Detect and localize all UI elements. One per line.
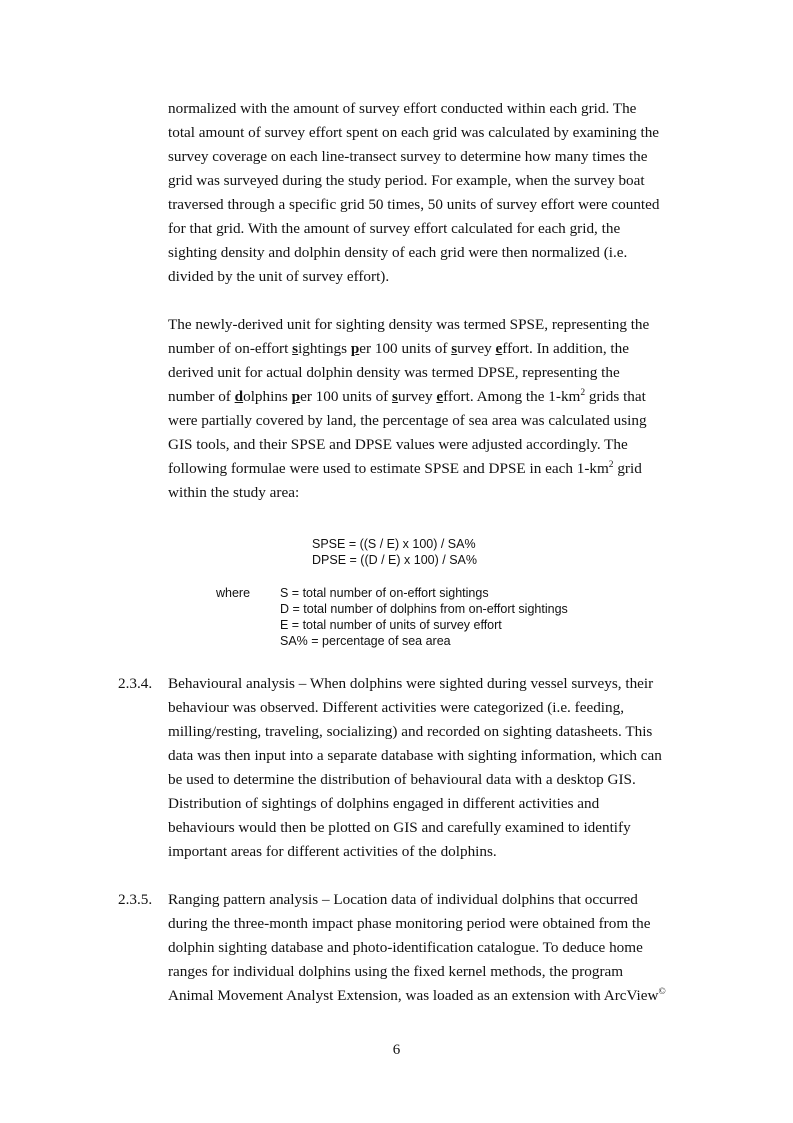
section-behavioural-analysis [168,672,703,864]
text-line: survey coverage on each line-transect survey to determine how many times the [168,148,648,165]
text-line: normalized with the amount of survey effort conducted within each grid. The [168,100,637,117]
copyright-superscript: © [658,986,666,997]
section-number-235: 2.3.5. [118,891,153,908]
section-number-234: 2.3.4. [118,675,153,692]
text-line: The newly-derived unit for sighting density was termed SPSE, representing the [168,316,650,333]
page-number: 6 [392,1042,401,1058]
text-run: ightings [298,340,351,357]
text-line: within the study area: [168,484,300,501]
text-run: olphins [243,388,292,405]
text-run: urvey [457,340,496,357]
text-line: derived unit for actual dolphin density was termed DPSE, representing the [168,364,620,381]
text-line: be used to determine the distribution of behavioural data with a desktop GIS. [168,771,636,788]
text-run: grid [613,460,642,477]
text-run: er 100 units of [359,340,452,357]
text-line: Behavioural analysis – When dolphins were sighted during vessel surveys, their [168,675,654,692]
text-line-dpse-definition [168,385,703,409]
definition-e: E = total number of units of survey effort [280,618,502,632]
text-run: Animal Movement Analyst Extension, was loaded as an extension with ArcView [168,987,659,1004]
text-line: total amount of survey effort spent on each grid was calculated by examining the [168,124,660,141]
underlined-letter: e [495,340,503,357]
definition-sa: SA% = percentage of sea area [280,634,451,648]
text-run: number of [168,388,235,405]
text-line: data was then input into a separate database with sighting information, which can [168,747,662,764]
text-line: sighting density and dolphin density of each grid were then normalized (i.e. [168,244,628,261]
formula-dpse: DPSE = ((D / E) x 100) / SA% [312,553,477,567]
text-line: divided by the unit of survey effort). [168,268,390,285]
text-line: behaviour was observed. Different activities were categorized (i.e. feeding, [168,699,624,716]
formula-spse: SPSE = ((S / E) x 100) / SA% [312,537,476,551]
text-line [168,457,703,481]
text-line: ranges for individual dolphins using the fixed kernel methods, the program [168,963,624,980]
text-line: Distribution of sightings of dolphins engaged in different activities and [168,795,600,812]
where-label: where [216,586,251,600]
superscript: 2 [580,387,586,398]
text-run: er 100 units of [300,388,393,405]
underlined-letter: p [291,388,301,405]
text-line: GIS tools, and their SPSE and DPSE values were adjusted accordingly. The [168,436,628,453]
text-run: ffort. In addition, the [502,340,629,357]
text-line: grid was surveyed during the study period. For example, when the survey boat [168,172,645,189]
text-line-spse-definition [168,337,703,361]
text-run: following formulae were used to estimate SPSE and DPSE in each 1-km [168,460,609,477]
text-line: for that grid. With the amount of survey effort calculated for each grid, the [168,220,621,237]
text-line: behaviours would then be plotted on GIS and carefully examined to identify [168,819,631,836]
section-ranging-pattern-analysis [168,888,703,1008]
text-run: grids that [585,388,646,405]
underlined-letter: s [392,388,398,405]
text-run: urvey [397,388,437,405]
variable-definitions [280,585,568,649]
text-run: ffort. Among the 1-km [443,388,581,405]
text-line: Ranging pattern analysis – Location data of individual dolphins that occurred [168,891,638,908]
text-line [168,984,703,1008]
paragraph-spse-dpse [168,313,703,505]
text-line: traversed through a specific grid 50 times, 50 units of survey effort were counted [168,196,660,213]
text-line: important areas for different activities of the dolphins. [168,843,497,860]
paragraph-survey-effort [168,97,703,289]
superscript: 2 [608,459,614,470]
underlined-letter: p [350,340,360,357]
definition-s: S = total number of on-effort sightings [280,586,489,600]
text-line: milling/resting, traveling, socializing) and recorded on sighting datasheets. This [168,723,653,740]
definition-d: D = total number of dolphins from on-effort sightings [280,602,568,616]
underlined-letter: s [451,340,458,357]
underlined-letter: s [292,340,299,357]
underlined-letter: e [436,388,444,405]
text-run: number of on-effort [168,340,293,357]
underlined-letter: d [234,388,244,405]
text-line: during the three-month impact phase monitoring period were obtained from the [168,915,651,932]
text-line: dolphin sighting database and photo-identification catalogue. To deduce home [168,939,643,956]
text-line: were partially covered by land, the percentage of sea area was calculated using [168,412,647,429]
